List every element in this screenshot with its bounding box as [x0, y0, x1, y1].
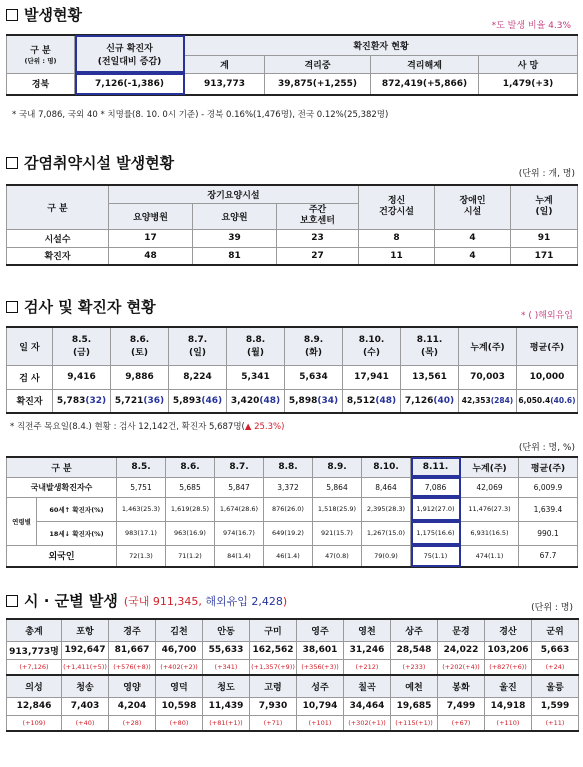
col-gubun: 구 분: [7, 185, 109, 229]
section-title-text: 검사 및 확진자 현황: [24, 298, 156, 316]
row-label: 18세↓ 확진자(%): [37, 521, 117, 545]
table-cell: 983(17.1): [117, 521, 166, 545]
tests-footnote: [10, 420, 284, 432]
table-cell: 17,941: [343, 365, 401, 389]
row-label: 검 사: [7, 365, 53, 389]
region-change: (+67): [438, 715, 485, 731]
region-name: 울릉: [532, 675, 579, 697]
date-label: 8.6.: [129, 334, 150, 345]
overseas-count: (40): [433, 395, 455, 406]
region-total: 5,663: [532, 641, 579, 659]
region-total: 19,685: [391, 697, 438, 715]
table-cell: 2,395(28.3): [362, 497, 411, 521]
region-change: (+11): [532, 715, 579, 731]
tests-table: [6, 326, 578, 414]
table-cell: 474(1.1): [461, 545, 519, 567]
region-name: 경산: [485, 619, 532, 641]
col-cumulative: [511, 185, 578, 229]
table-cell: 6,009.9: [519, 477, 578, 497]
region-change: (+212): [344, 659, 391, 675]
cell-new: 7,126(-1,386): [75, 73, 185, 95]
row-label: 국내발생확진자수: [7, 477, 117, 497]
col-gubun: [7, 35, 75, 73]
col-isolated: 격리중: [265, 55, 371, 73]
table-cell: 67.7: [519, 545, 578, 567]
date-label: 8.8.: [245, 334, 266, 345]
region-change: (+576(+8)): [109, 659, 156, 675]
region-total: 7,930: [250, 697, 297, 715]
facilities-unit: (단위 : 개, 명): [518, 169, 575, 179]
col-disabled-l2: 시설: [463, 207, 482, 218]
overseas-count: (284): [490, 396, 514, 406]
facilities-table: [6, 184, 578, 266]
date-label: 8.7.: [187, 334, 208, 345]
date-header: [111, 327, 169, 365]
row-label: 확진자: [7, 389, 53, 413]
region-total: 10,598: [156, 697, 203, 715]
cell-death: 1,479(+3): [479, 73, 578, 95]
outbreak-table: [6, 34, 578, 96]
region-total: 38,601: [297, 641, 344, 659]
date-header: 8.8.: [264, 457, 313, 477]
date-label: 8.5.: [71, 334, 92, 345]
col-gubun-label: 구 분: [30, 46, 51, 57]
region-change: (+24): [532, 659, 579, 675]
table-cell: 72(1.3): [117, 545, 166, 567]
col-average: 평균(주): [517, 327, 578, 365]
region-name: 안동: [203, 619, 250, 641]
table-cell: [401, 389, 459, 413]
table-cell: 1,463(25.3): [117, 497, 166, 521]
age-group-label: 연령별: [7, 497, 37, 545]
section-title-text: 발생현황: [24, 6, 82, 24]
date-header: [343, 327, 401, 365]
region-name: 경주: [109, 619, 156, 641]
region-name: 영덕: [156, 675, 203, 697]
table-cell: 42,069: [461, 477, 519, 497]
table-cell: 46(1.4): [264, 545, 313, 567]
region-total: 162,562: [250, 641, 297, 659]
region-change: (+110): [485, 715, 532, 731]
regions-table: [6, 618, 579, 732]
region-change: (+109): [7, 715, 62, 731]
table-cell: 11,476(27.3): [461, 497, 519, 521]
date-header-highlighted: 8.11.: [411, 457, 461, 477]
region-name: 봉화: [438, 675, 485, 697]
col-cumulative-l1: 누계: [535, 196, 553, 207]
region-change: (+28): [109, 715, 156, 731]
region-name: 청도: [203, 675, 250, 697]
weekday-label: (일): [189, 347, 206, 358]
region-total: 1,599: [532, 697, 579, 715]
table-cell: 5,685: [166, 477, 215, 497]
domestic-total: (국내 911,345,: [123, 594, 206, 608]
cell-isolated: 39,875(+1,255): [265, 73, 371, 95]
table-cell: [459, 389, 517, 413]
col-mental-l1: 정신: [387, 196, 406, 207]
table-cell: 5,864: [313, 477, 362, 497]
overseas-count: (34): [317, 395, 339, 406]
region-total: 10,794: [297, 697, 344, 715]
region-total: 192,647: [62, 641, 109, 659]
weekday-label: (월): [247, 347, 264, 358]
checkbox-square-icon: [6, 157, 18, 169]
col-group-status: 확진환자 현황: [185, 35, 578, 55]
table-cell: 84(1.4): [215, 545, 264, 567]
date-header: 8.10.: [362, 457, 411, 477]
col-cumulative: 누계(주): [461, 457, 519, 477]
table-cell: 23: [277, 229, 359, 247]
tests-footnote-text: * 직전주 목요일(8.4.) 현황 : 검사 12,142건, 확진자 5,687명(: [10, 422, 245, 432]
region-total: 24,022: [438, 641, 485, 659]
region-name: 김천: [156, 619, 203, 641]
region-total: 14,918: [485, 697, 532, 715]
table-cell: 3,372: [264, 477, 313, 497]
table-cell: [227, 389, 285, 413]
table-cell: 39: [193, 229, 277, 247]
date-label: 8.10.: [358, 334, 385, 345]
table-cell: 5,341: [227, 365, 285, 389]
overseas-count: (46): [201, 395, 223, 406]
confirmed-count: 3,420: [230, 395, 260, 406]
tests-footnote-change: ▲ 25.3%): [244, 422, 285, 432]
region-name: 총계: [7, 619, 62, 641]
region-change: (+81(+1)): [203, 715, 250, 731]
region-total: 55,633: [203, 641, 250, 659]
col-group-long-term: 장기요양시설: [109, 185, 359, 203]
region-name: 영천: [344, 619, 391, 641]
table-cell: 13,561: [401, 365, 459, 389]
region-name: 고령: [250, 675, 297, 697]
ratio-note: *도 발생 비율 4.3%: [491, 21, 571, 31]
region-name: 영주: [297, 619, 344, 641]
section-title-text: 감염취약시설 발생현황: [24, 154, 175, 172]
region-total: 7,499: [438, 697, 485, 715]
col-disabled-l1: 장애인: [459, 196, 486, 207]
region-name: 성주: [297, 675, 344, 697]
region-total: 28,548: [391, 641, 438, 659]
table-cell: 7,086: [411, 477, 461, 497]
checkbox-square-icon: [6, 595, 18, 607]
row-label: 경북: [7, 73, 75, 95]
table-cell: 9,416: [53, 365, 111, 389]
region-change: (+80): [156, 715, 203, 731]
table-cell: 921(15.7): [313, 521, 362, 545]
age-unit: (단위 : 명, %): [518, 443, 575, 453]
table-cell: 5,847: [215, 477, 264, 497]
table-cell: [111, 389, 169, 413]
table-cell: 990.1: [519, 521, 578, 545]
region-name: 포항: [62, 619, 109, 641]
table-cell: 27: [277, 247, 359, 265]
region-change: (+402(+2)): [156, 659, 203, 675]
table-cell: 6,931(16.5): [461, 521, 519, 545]
region-total: 34,464: [344, 697, 391, 715]
confirmed-count: 5,898: [288, 395, 318, 406]
table-cell: [517, 389, 578, 413]
region-change: (+7,126): [7, 659, 62, 675]
confirmed-count: 5,893: [172, 395, 202, 406]
region-name: 칠곡: [344, 675, 391, 697]
date-header: [285, 327, 343, 365]
section-title-text: 시 · 군별 발생: [24, 592, 118, 610]
table-cell: [53, 389, 111, 413]
table-cell: 75(1.1): [411, 545, 461, 567]
region-name: 문경: [438, 619, 485, 641]
region-total: 4,204: [109, 697, 156, 715]
table-cell: 963(16.9): [166, 521, 215, 545]
col-date: 일 자: [7, 327, 53, 365]
date-label: 8.11.: [416, 334, 443, 345]
col-nursing: 요양원: [193, 203, 277, 229]
confirmed-count: 5,783: [56, 395, 86, 406]
confirmed-count: 5,721: [114, 395, 144, 406]
section-title-outbreak: [6, 4, 82, 25]
section-title-sub: [124, 593, 287, 609]
overseas-count: (48): [375, 395, 397, 406]
region-change: (+202(+4)): [438, 659, 485, 675]
region-change: (+1,357(+9)): [250, 659, 297, 675]
region-total: 31,246: [344, 641, 391, 659]
table-cell: 649(19.2): [264, 521, 313, 545]
weekday-label: (목): [421, 347, 438, 358]
region-total: 12,846: [7, 697, 62, 715]
col-new-cases: [75, 35, 185, 73]
region-name: 청송: [62, 675, 109, 697]
table-cell: 8,224: [169, 365, 227, 389]
date-header: [401, 327, 459, 365]
table-cell: [343, 389, 401, 413]
table-cell: 1,518(25.9): [313, 497, 362, 521]
col-new-cases-label: 신규 확진자: [106, 44, 153, 55]
section-title-tests: [6, 296, 156, 317]
table-cell: 1,912(27.0): [411, 497, 461, 521]
table-cell: 1,639.4: [519, 497, 578, 521]
row-label: 시설수: [7, 229, 109, 247]
region-total: 81,667: [109, 641, 156, 659]
table-cell: 1,267(15.0): [362, 521, 411, 545]
weekday-label: (수): [363, 347, 380, 358]
region-total: 46,700: [156, 641, 203, 659]
table-cell: 10,000: [517, 365, 578, 389]
cell-released: 872,419(+5,866): [371, 73, 479, 95]
table-cell: 4: [435, 247, 511, 265]
date-header: [53, 327, 111, 365]
table-cell: [285, 389, 343, 413]
row-label: 확진자: [7, 247, 109, 265]
region-total: 913,773명: [7, 641, 62, 659]
date-header: [227, 327, 285, 365]
checkbox-square-icon: [6, 9, 18, 21]
region-name: 의성: [7, 675, 62, 697]
table-cell: 5,751: [117, 477, 166, 497]
date-header: 8.9.: [313, 457, 362, 477]
table-cell: 1,619(28.5): [166, 497, 215, 521]
date-header: [169, 327, 227, 365]
col-hospital: 요양병원: [109, 203, 193, 229]
checkbox-square-icon: [6, 301, 18, 313]
confirmed-count: 42,353: [461, 396, 491, 406]
region-change: (+40): [62, 715, 109, 731]
table-cell: 70,003: [459, 365, 517, 389]
region-name: 구미: [250, 619, 297, 641]
col-daycare-l1: 주간: [308, 205, 327, 215]
table-cell: 8: [359, 229, 435, 247]
table-cell: 48: [109, 247, 193, 265]
col-released: 격리해제: [371, 55, 479, 73]
table-cell: 4: [435, 229, 511, 247]
weekday-label: (토): [131, 347, 148, 358]
age-table: [6, 456, 578, 568]
table-cell: 171: [511, 247, 578, 265]
region-change: (+356(+3)): [297, 659, 344, 675]
table-cell: 71(1.2): [166, 545, 215, 567]
table-cell: 91: [511, 229, 578, 247]
paren-close: ): [282, 594, 288, 608]
table-cell: 8,464: [362, 477, 411, 497]
table-cell: 1,175(16.6): [411, 521, 461, 545]
region-name: 울진: [485, 675, 532, 697]
overseas-count: (48): [259, 395, 281, 406]
table-cell: 47(0.8): [313, 545, 362, 567]
weekday-label: (금): [73, 347, 90, 358]
overseas-total: 해외유입 2,428: [205, 594, 283, 608]
table-cell: [169, 389, 227, 413]
region-name: 예천: [391, 675, 438, 697]
section-title-regions: [6, 590, 287, 611]
table-cell: 9,886: [111, 365, 169, 389]
table-cell: 17: [109, 229, 193, 247]
region-change: (+115(+1)): [391, 715, 438, 731]
col-gubun: 구 분: [7, 457, 117, 477]
date-header: 8.5.: [117, 457, 166, 477]
table-cell: 876(26.0): [264, 497, 313, 521]
date-label: 8.9.: [303, 334, 324, 345]
confirmed-count: 8,512: [346, 395, 376, 406]
region-name: 영양: [109, 675, 156, 697]
region-name: 군위: [532, 619, 579, 641]
confirmed-count: 7,126: [404, 395, 434, 406]
row-label: 60세↑ 확진자(%): [37, 497, 117, 521]
row-label: 외국인: [7, 545, 117, 567]
date-header: 8.6.: [166, 457, 215, 477]
col-total: 계: [185, 55, 265, 73]
section-title-facilities: [6, 152, 174, 173]
regions-unit: (단위 : 명): [531, 603, 573, 613]
region-change: (+302(+1)): [344, 715, 391, 731]
region-change: (+341): [203, 659, 250, 675]
col-gubun-unit: (단위 : 명): [24, 57, 57, 66]
col-mental: [359, 185, 435, 229]
region-name: 상주: [391, 619, 438, 641]
table-cell: 974(16.7): [215, 521, 264, 545]
overseas-count: (32): [85, 395, 107, 406]
table-cell: 5,634: [285, 365, 343, 389]
region-total: 103,206: [485, 641, 532, 659]
overseas-note: * ( )해외유입: [520, 311, 573, 321]
weekday-label: (화): [305, 347, 322, 358]
confirmed-count: 6,050.4: [518, 396, 551, 406]
col-cumulative: 누계(주): [459, 327, 517, 365]
region-change: (+827(+6)): [485, 659, 532, 675]
region-change: (+101): [297, 715, 344, 731]
region-change: (+233): [391, 659, 438, 675]
table-cell: 79(0.9): [362, 545, 411, 567]
col-daycare: [277, 203, 359, 229]
col-mental-l2: 건강시설: [379, 207, 414, 218]
region-total: 7,403: [62, 697, 109, 715]
table-cell: 11: [359, 247, 435, 265]
cell-total: 913,773: [185, 73, 265, 95]
col-new-cases-sub: (전일대비 증감): [97, 57, 162, 68]
region-total: 11,439: [203, 697, 250, 715]
overseas-count: (36): [143, 395, 165, 406]
date-header: 8.7.: [215, 457, 264, 477]
region-change: (+71): [250, 715, 297, 731]
col-average: 평균(주): [519, 457, 578, 477]
col-daycare-l2: 보호센터: [300, 216, 335, 226]
table-cell: 81: [193, 247, 277, 265]
col-cumulative-l2: (일): [535, 207, 553, 218]
outbreak-footnote: * 국내 7,086, 국외 40 * 치명률(8. 10. 0시 기준) - 경북 0.16%(1,476명), 전국 0.12%(25,382명): [12, 110, 389, 120]
region-change: (+1,411(+5)): [62, 659, 109, 675]
col-death: 사 망: [479, 55, 578, 73]
table-cell: 1,674(28.6): [215, 497, 264, 521]
col-disabled: [435, 185, 511, 229]
overseas-count: (40.6): [550, 396, 576, 406]
